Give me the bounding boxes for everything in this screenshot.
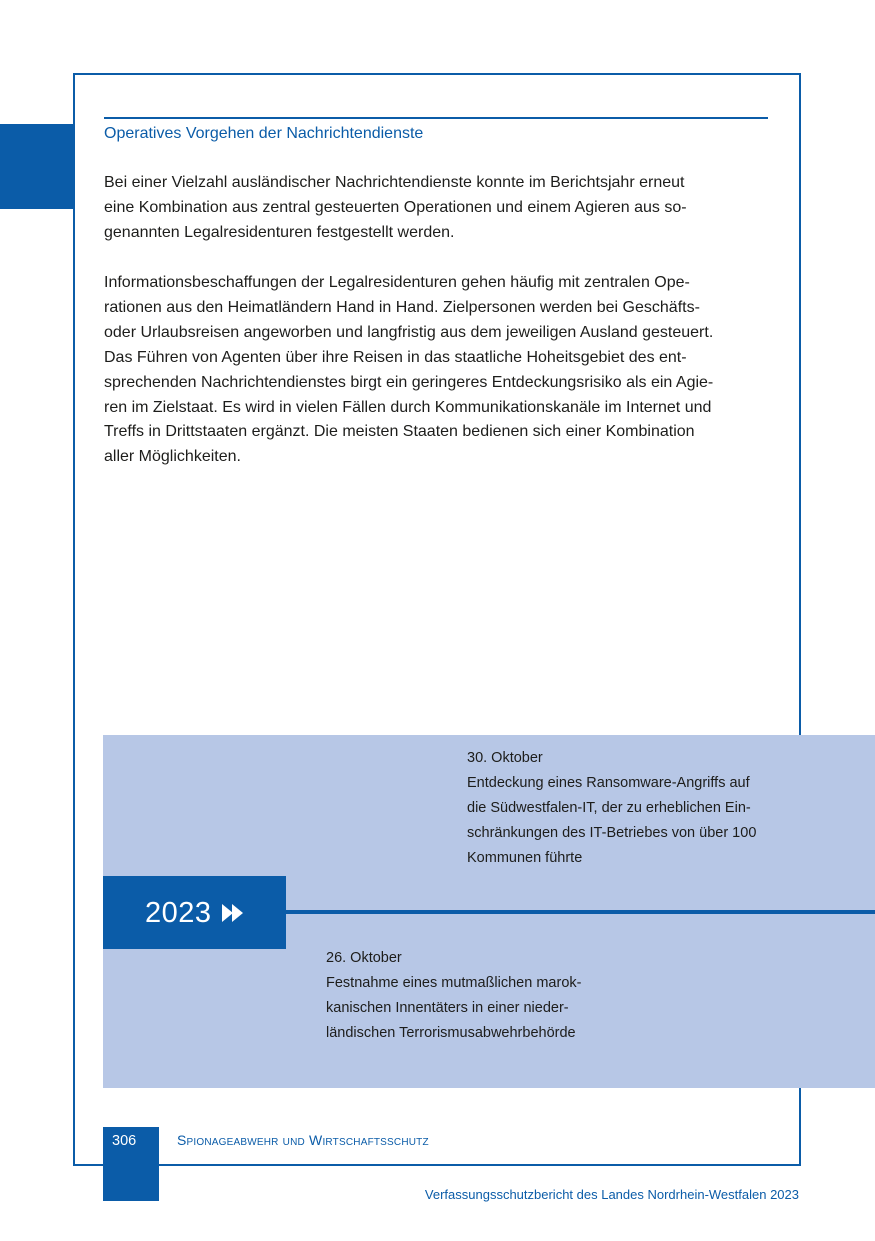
- timeline-year-box: [103, 876, 286, 949]
- paragraph-line: sprechenden Nachrichtendienstes birgt ein geringeres Entdeckungsrisiko als ein Agie-: [104, 373, 714, 391]
- publication-title: Verfassungsschutzbericht des Landes Nordrhein-Westfalen 2023: [424, 1187, 799, 1202]
- paragraph-line: Informationsbeschaffungen der Legalresidenturen gehen häufig mit zentralen Ope-: [104, 274, 690, 291]
- event-text-line: schränkungen des IT-Betriebes von über 100: [467, 825, 757, 841]
- chapter-title: Spionageabwehr und Wirtschaftsschutz: [177, 1132, 429, 1148]
- paragraph: [104, 271, 768, 470]
- heading-rule: [104, 117, 768, 119]
- page-number: 306: [112, 1133, 137, 1149]
- paragraph-line: rationen aus den Heimatländern Hand in Hand. Zielpersonen werden bei Geschäfts-: [104, 298, 700, 316]
- event-text-line: Entdeckung eines Ransomware-Angriffs auf: [467, 775, 750, 791]
- timeline-event: [326, 946, 581, 1046]
- timeline-event: [467, 746, 756, 871]
- paragraph-line: aller Möglichkeiten.: [104, 448, 241, 466]
- event-date: 30. Oktober: [467, 750, 543, 766]
- event-text-line: kanischen Innentäters in einer nieder-: [326, 1000, 569, 1016]
- event-text-line: Kommunen führte: [467, 850, 583, 866]
- timeline-year: 2023: [145, 896, 212, 929]
- paragraph-line: eine Kombination aus zentral gesteuerten Operationen und einem Agieren aus so-: [104, 198, 687, 216]
- event-text-line: ländischen Terrorismusabwehrbehörde: [326, 1025, 576, 1041]
- event-text-line: die Südwestfalen-IT, der zu erheblichen Ein-: [467, 800, 751, 816]
- event-text-line: Festnahme eines mutmaßlichen marok-: [326, 975, 582, 991]
- paragraph-line: oder Urlaubsreisen angeworben und langfristig aus dem jeweiligen Ausland gesteuert.: [104, 323, 714, 341]
- paragraph-line: ren im Zielstaat. Es wird in vielen Fällen durch Kommunikationskanäle im Internet und: [104, 398, 712, 416]
- event-date: 26. Oktober: [326, 950, 402, 966]
- fast-forward-icon: [221, 903, 245, 923]
- paragraph-line: genannten Legalresidenturen festgestellt werden.: [104, 223, 455, 241]
- chapter-side-tab: [0, 124, 75, 209]
- paragraph-line: Bei einer Vielzahl ausländischer Nachrichtendienste konnte im Berichtsjahr erneut: [104, 174, 685, 191]
- timeline-axis-line: [286, 910, 875, 914]
- page-number-box: [103, 1127, 159, 1201]
- paragraph-line: Das Führen von Agenten über ihre Reisen in das staatliche Hoheitsgebiet des ent-: [104, 348, 687, 366]
- paragraph: [104, 171, 768, 246]
- section-heading: Operatives Vorgehen der Nachrichtendienste: [104, 125, 424, 142]
- paragraph-line: Treffs in Drittstaaten ergänzt. Die meisten Staaten bedienen sich einer Kombination: [104, 423, 695, 441]
